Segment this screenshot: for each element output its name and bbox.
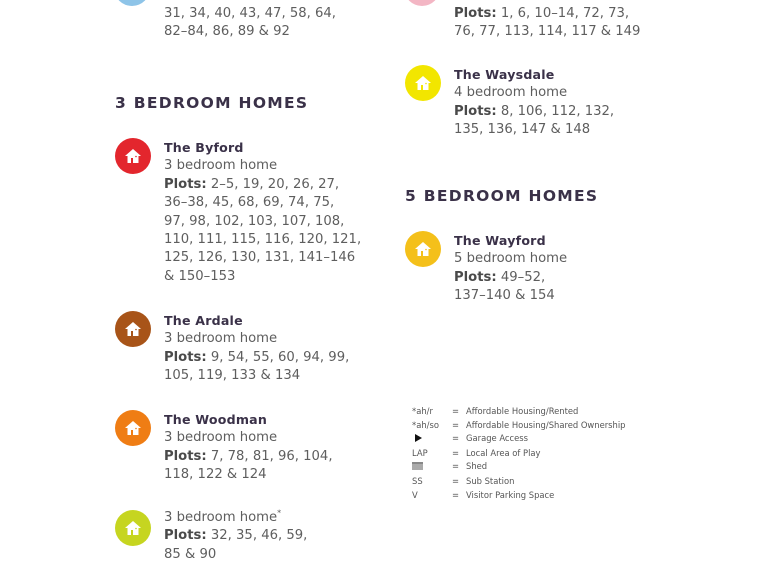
plots-line: & 150–153 — [164, 268, 236, 284]
plots-label: Plots: — [164, 528, 207, 544]
legend-description: Affordable Housing/Rented — [466, 406, 579, 416]
home-name: The Wayford — [454, 233, 546, 248]
plots-line: 135, 136, 147 & 148 — [454, 122, 591, 138]
house-icon — [115, 510, 151, 546]
legend-equals: = — [452, 447, 460, 458]
plots-line — [164, 349, 349, 367]
legend-equals: = — [452, 475, 460, 486]
house-icon — [405, 231, 441, 267]
legend-row — [412, 432, 626, 447]
home-entry-affordable-3-bedroom — [164, 509, 307, 564]
plots-line: 97, 98, 102, 103, 107, 108, — [164, 213, 345, 229]
legend-code: LAP — [412, 447, 428, 458]
partial-home-entry-left — [164, 5, 336, 42]
legend-equals: = — [452, 419, 460, 430]
home-entry-wayford — [454, 232, 567, 306]
plots-label: Plots: — [164, 448, 207, 464]
plots-label: Plots: — [454, 103, 497, 119]
plots-values: 1, 6, 10–14, 72, 73, — [496, 6, 630, 21]
plots-line: 76, 77, 113, 114, 117 & 149 — [454, 24, 641, 40]
legend-row — [412, 489, 626, 503]
house-icon — [115, 311, 151, 347]
legend-description: Local Area of Play — [466, 447, 541, 458]
legend-row — [412, 447, 626, 461]
legend-equals: = — [452, 406, 460, 416]
legend-description: Garage Access — [466, 433, 528, 444]
plots-line: 110, 111, 115, 116, 120, 121, — [164, 232, 362, 248]
legend-row — [412, 475, 626, 489]
section-heading-3-bedroom: 3 BEDROOM HOMES — [115, 94, 309, 112]
legend-row — [412, 419, 626, 433]
legend-description: Affordable Housing/Shared Ownership — [466, 419, 626, 430]
map-key-legend — [412, 405, 626, 502]
home-entry-ardale — [164, 312, 349, 386]
plots-values: 7, 78, 81, 96, 104, — [206, 448, 333, 464]
home-type: 4 bedroom home — [454, 85, 568, 101]
house-icon — [115, 138, 151, 174]
home-name: The Byford — [164, 140, 244, 155]
plots-line — [454, 269, 567, 287]
legend-equals: = — [452, 461, 460, 472]
plots-label: Plots: — [164, 349, 207, 365]
home-type-text: 3 bedroom home — [164, 510, 278, 525]
partial-home-entry-right — [454, 5, 640, 42]
plots-line — [454, 5, 640, 23]
home-name: The Waysdale — [454, 67, 555, 82]
home-type: 3 bedroom home — [164, 331, 278, 347]
home-name: The Woodman — [164, 412, 268, 427]
plots-label: Plots: — [454, 6, 497, 21]
plots-line — [164, 527, 307, 545]
plots-line: 82–84, 86, 89 & 92 — [164, 24, 290, 40]
house-icon — [405, 65, 441, 101]
plots-line: 125, 126, 130, 131, 141–146 — [164, 250, 356, 266]
legend-equals: = — [452, 433, 460, 444]
plots-line: 85 & 90 — [164, 546, 217, 562]
home-entry-byford — [164, 139, 361, 286]
legend-symbol — [412, 460, 452, 475]
plots-label: Plots: — [164, 176, 207, 192]
plots-line: 36–38, 45, 68, 69, 74, 75, — [164, 195, 335, 211]
plots-line — [454, 103, 614, 121]
home-type — [164, 509, 307, 527]
house-icon — [115, 410, 151, 446]
plots-values: 2–5, 19, 20, 26, 27, — [206, 176, 340, 192]
legend-code: *ah/so — [412, 419, 439, 430]
legend-row — [412, 460, 626, 475]
partial-house-icon-right — [404, 0, 440, 6]
home-type: 5 bedroom home — [454, 251, 568, 267]
plots-values: 32, 35, 46, 59, — [206, 528, 308, 544]
plots-line: 137–140 & 154 — [454, 288, 555, 304]
home-entry-waysdale — [454, 66, 614, 140]
legend-code: V — [412, 489, 418, 500]
plots-values: 8, 106, 112, 132, — [496, 103, 615, 119]
home-type: 3 bedroom home — [164, 430, 278, 446]
legend-equals: = — [452, 489, 460, 500]
legend-description: Visitor Parking Space — [466, 489, 555, 500]
plots-line: 105, 119, 133 & 134 — [164, 368, 301, 384]
triangle-icon — [415, 434, 422, 442]
plots-values: 49–52, — [496, 269, 546, 285]
legend-row — [412, 405, 626, 419]
legend-description: Sub Station — [466, 475, 515, 486]
legend-code: *ah/r — [412, 406, 433, 416]
legend-code: SS — [412, 475, 423, 486]
shed-icon — [412, 462, 423, 470]
legend-symbol — [412, 432, 452, 447]
section-heading-5-bedroom: 5 BEDROOM HOMES — [405, 187, 599, 205]
home-type: 3 bedroom home — [164, 158, 278, 174]
plots-label: Plots: — [454, 269, 497, 285]
partial-house-icon-left — [114, 0, 150, 6]
plots-values: 9, 54, 55, 60, 94, 99, — [206, 349, 350, 365]
home-entry-woodman — [164, 411, 333, 485]
affordable-marker: * — [277, 508, 282, 518]
legend-description: Shed — [466, 461, 488, 472]
plots-line: 31, 34, 40, 43, 47, 58, 64, — [164, 6, 336, 21]
plots-line: 118, 122 & 124 — [164, 467, 267, 483]
home-name: The Ardale — [164, 313, 243, 328]
plots-line — [164, 176, 361, 194]
plots-line — [164, 448, 333, 466]
